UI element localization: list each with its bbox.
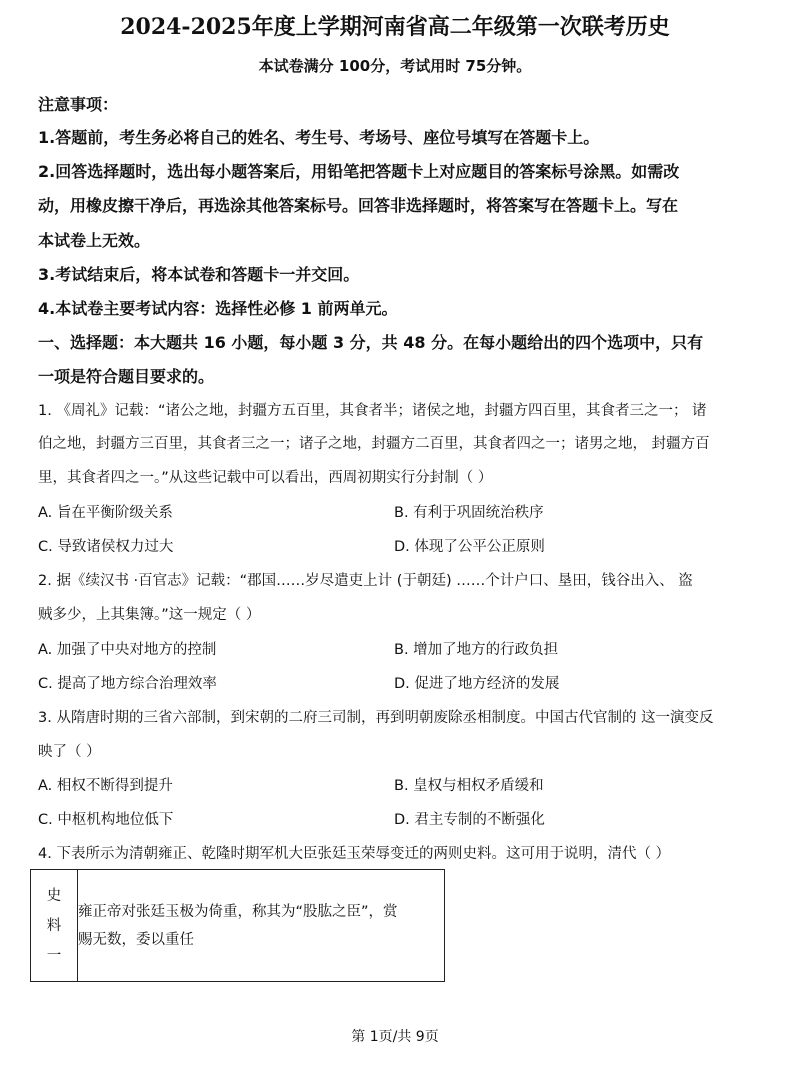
- note-line: 本试卷上无效。: [38, 231, 151, 250]
- question-2-text: 贼多少，上其集簿。”这一规定（ ）: [38, 607, 261, 623]
- source-label-char: 料: [46, 917, 62, 934]
- question-3-text: 映了（ ）: [38, 744, 101, 760]
- question-1-option-b[interactable]: B. 有利于巩固统治秩序: [394, 505, 544, 521]
- source-content-cell: [78, 870, 445, 982]
- question-2-option-b[interactable]: B. 增加了地方的行政负担: [394, 642, 559, 658]
- note-line: 1.答题前，考生务必将自己的姓名、考生号、考场号、座位号填写在答题卡上。: [38, 128, 600, 147]
- question-1-text: 里，其食者四之一。”从这些记载中可以看出，西周初期实行分封制（ ）: [38, 470, 493, 486]
- exam-subtitle: 本试卷满分 100分，考试用时 75分钟。: [258, 57, 532, 75]
- source-label-char: 一: [46, 947, 62, 964]
- question-3-option-d[interactable]: D. 君主专制的不断强化: [394, 812, 545, 828]
- page-title: 2024-2025年度上学期河南省高二年级第一次联考历史: [120, 14, 670, 40]
- source-label-char: 史: [46, 887, 62, 904]
- section-heading: 一、选择题：本大题共 16 小题，每小题 3 分，共 48 分。在每小题给出的四个选项中，只有: [38, 333, 704, 352]
- question-1-option-d[interactable]: D. 体现了公平公正原则: [394, 539, 545, 555]
- question-4-text: 4. 下表所示为清朝雍正、乾隆时期军机大臣张廷玉荣辱变迁的两则史料。这可用于说明，清代（ ）: [38, 846, 671, 862]
- section-heading: 一项是符合题目要求的。: [38, 367, 215, 386]
- question-1-text: 1. 《周礼》记载：“诸公之地，封疆方五百里，其食者半；诸侯之地，封疆方四百里，其食者三之一； 诸: [38, 403, 707, 419]
- page-footer: 第 1页/共 9页: [351, 1029, 439, 1045]
- question-2-option-c[interactable]: C. 提高了地方综合治理效率: [38, 676, 217, 692]
- note-line: 2.回答选择题时，选出每小题答案后，用铅笔把答题卡上对应题目的答案标号涂黑。如需改: [38, 162, 680, 181]
- question-1-option-c[interactable]: C. 导致诸侯权力过大: [38, 539, 174, 555]
- note-line: 4.本试卷主要考试内容：选择性必修 1 前两单元。: [38, 299, 398, 318]
- question-3-option-b[interactable]: B. 皇权与相权矛盾缓和: [394, 778, 544, 794]
- question-3-option-c[interactable]: C. 中枢机构地位低下: [38, 812, 174, 828]
- source-label-cell: [31, 870, 78, 982]
- table-row: [31, 870, 445, 982]
- question-3-option-a[interactable]: A. 相权不断得到提升: [38, 778, 173, 794]
- source-table: [30, 869, 445, 982]
- question-1-option-a[interactable]: A. 旨在平衡阶级关系: [38, 505, 173, 521]
- source-content-line: 赐无数，委以重任: [78, 931, 194, 948]
- source-content-line: 雍正帝对张廷玉极为倚重，称其为“股肱之臣”，赏: [78, 903, 398, 920]
- note-line: 动，用橡皮擦干净后，再选涂其他答案标号。回答非选择题时，将答案写在答题卡上。写在: [38, 196, 679, 215]
- note-line: 3.考试结束后，将本试卷和答题卡一并交回。: [38, 265, 360, 284]
- question-1-text: 伯之地，封疆方三百里，其食者三之一；诸子之地，封疆方二百里，其食者四之一；诸男之地， 封疆方百: [38, 436, 710, 452]
- question-2-option-a[interactable]: A. 加强了中央对地方的控制: [38, 642, 217, 658]
- question-3-text: 3. 从隋唐时期的三省六部制，到宋朝的二府三司制，再到明朝废除丞相制度。中国古代官制的 这一演变反: [38, 710, 714, 726]
- notes-heading: 注意事项：: [38, 95, 119, 114]
- question-2-text: 2. 据《续汉书 ·百官志》记载：“郡国……岁尽遣吏上计 (于朝廷) ……个计户口、垦田，钱谷出入、 盗: [38, 573, 693, 589]
- question-2-option-d[interactable]: D. 促进了地方经济的发展: [394, 676, 560, 692]
